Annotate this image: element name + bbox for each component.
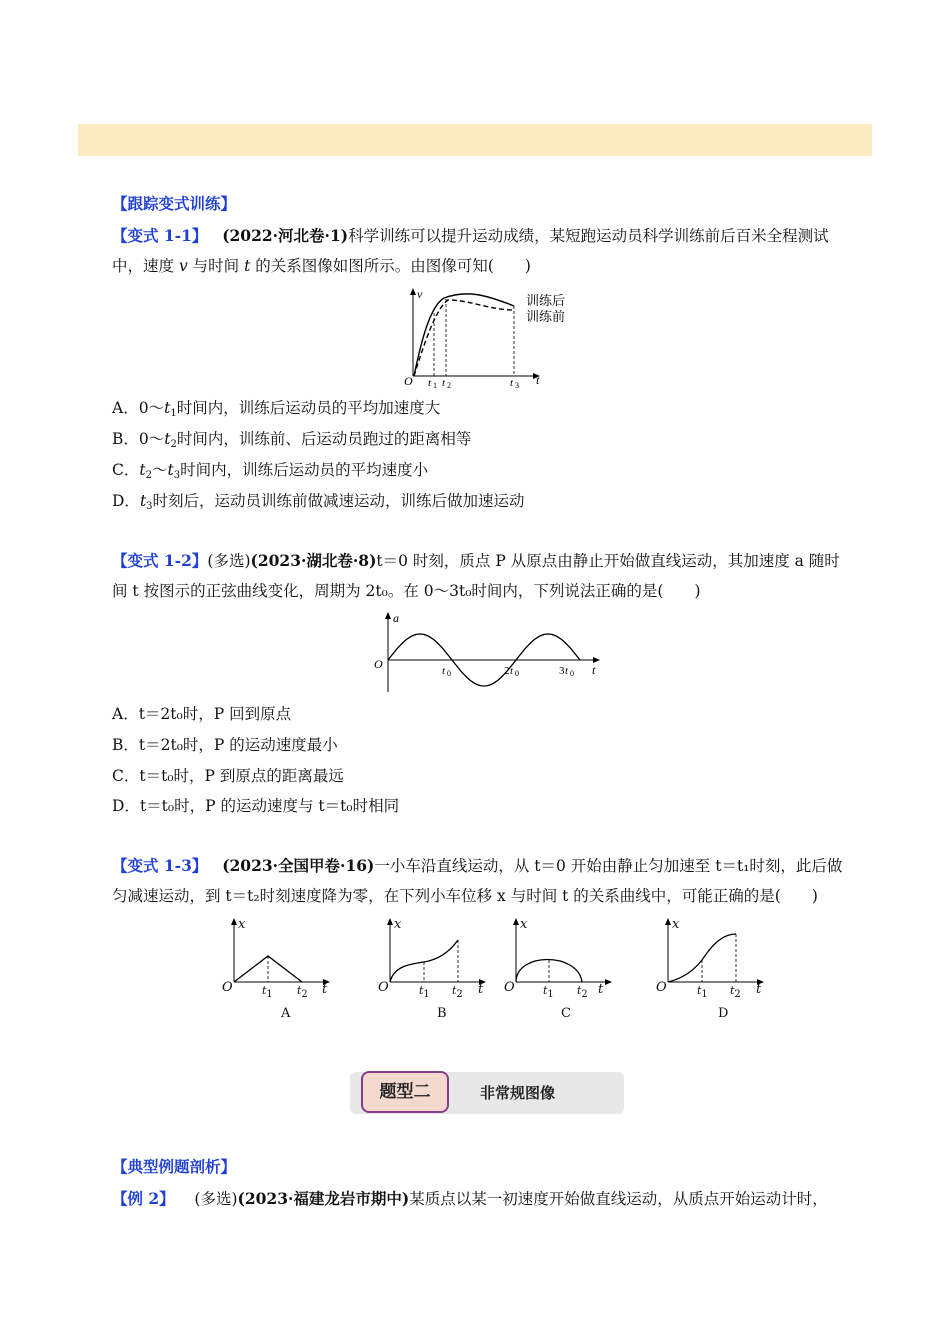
q3-c-t2 — [577, 984, 588, 1000]
q1-b-sub: 2 — [170, 439, 177, 450]
q1-fig-xlabel: t — [536, 373, 540, 387]
q1-option-d[interactable] — [112, 491, 525, 511]
q2-c-text: t＝t₀时，P 到原点的距离最远 — [139, 767, 344, 785]
type-section-name: 非常规图像 — [480, 1084, 556, 1102]
q3-a-t1-t: t — [262, 984, 267, 997]
q1-c-var2: t — [167, 461, 174, 479]
q3-a-origin: O — [222, 980, 233, 995]
q2-fig-t0-sub: 0 — [447, 669, 451, 678]
section-heading: 【跟踪变式训练】 — [112, 194, 237, 213]
q1-fig-t1: t — [428, 377, 432, 389]
q1-source: (2022·河北卷·1) — [222, 226, 349, 245]
q1-option-c[interactable] — [112, 460, 428, 480]
q3-b-t1-sub: 1 — [423, 989, 430, 1000]
q2-b-text: t＝2t₀时，P 的运动速度最小 — [138, 736, 338, 754]
q3-b-t1 — [419, 984, 430, 1000]
q2-c-letter: C． — [112, 767, 140, 785]
q1-a-letter: A． — [112, 399, 139, 417]
q3-a-xlabel: t — [322, 982, 328, 997]
q2-at-figure — [368, 608, 608, 696]
example-heading: 【典型例题剖析】 — [112, 1157, 237, 1176]
q1-vt-figure — [400, 284, 580, 390]
q1-fig-t2-sub: 2 — [447, 381, 451, 390]
q3-caption-d[interactable]: D — [718, 1006, 729, 1021]
q3-d-t1 — [697, 984, 708, 1000]
q3-c-t1 — [543, 984, 554, 1000]
q3-d-origin: O — [656, 980, 667, 995]
q1-c-sub2: 3 — [173, 470, 181, 481]
q1-fig-t2: t — [442, 377, 446, 389]
q3-d-t2 — [730, 984, 741, 1000]
q2-multi: (多选) — [207, 552, 251, 570]
q3-c-t2-t: t — [577, 984, 582, 997]
q3-b-curve — [390, 940, 458, 982]
q1-b-letter: B． — [112, 430, 139, 448]
q3-caption-c[interactable]: C — [561, 1006, 571, 1021]
q2-option-c[interactable] — [112, 766, 344, 786]
q3-a-t1-sub: 1 — [266, 989, 273, 1000]
q1-stem-b1: 中，速度 — [112, 257, 175, 275]
q1-stem-b2: 与时间 — [192, 257, 240, 275]
q3-b-origin: O — [378, 980, 389, 995]
q1-stem-a: 科学训练可以提升运动成绩，某短跑运动员科学训练前后百米全程测试 — [348, 227, 829, 245]
q2-fig-3t0-sub: 0 — [570, 669, 574, 678]
q1-fig-ylabel: v — [417, 287, 423, 301]
q1-legend-before: 训练前 — [526, 309, 566, 324]
ex2-multi: (多选) — [194, 1190, 238, 1208]
q1-d-letter: D． — [112, 492, 140, 510]
q2-a-letter: A． — [112, 705, 139, 723]
q2-stem-a: t＝0 时刻，质点 P 从原点由静止开始做直线运动，其加速度 a 随时 — [376, 552, 840, 570]
q3-caption-b[interactable]: B — [437, 1006, 447, 1021]
q3-stem-line2: 匀减速运动，到 t＝t₂时刻速度降为零，在下列小车位移 x 与时间 t 的关系曲线中，可能正确的是( ) — [112, 887, 818, 905]
q1-a-pre: 0～ — [138, 399, 165, 417]
q2-fig-2t0: t — [510, 665, 514, 677]
q1-a-sub: 1 — [170, 408, 177, 419]
q2-stem-line2: 间 t 按图示的正弦曲线变化，周期为 2t₀。在 0～3t₀时间内，下列说法正确的是( ) — [112, 582, 701, 600]
q3-d-curve — [668, 934, 736, 982]
q3-c-t2-sub: 2 — [581, 989, 588, 1000]
q2-source: (2023·湖北卷·8) — [250, 551, 377, 570]
q3-b-xlabel: t — [478, 982, 484, 997]
q3-d-xlabel: t — [756, 982, 762, 997]
q1-stem-b3: 的关系图像如图所示。由图像可知( ) — [255, 257, 531, 275]
ex2-source: (2023·福建龙岩市期中) — [237, 1189, 410, 1208]
q3-b-t2-sub: 2 — [456, 989, 463, 1000]
ex2-stem — [112, 1189, 828, 1209]
q3-a-t1 — [262, 984, 273, 1000]
q3-d-t1-t: t — [697, 984, 702, 997]
q1-a-text: 时间内，训练后运动员的平均加速度大 — [176, 399, 441, 417]
q2-fig-ylabel: a — [393, 611, 399, 625]
q1-tag: 【变式 1-1】 — [112, 226, 208, 245]
q3-c-t1-t: t — [543, 984, 548, 997]
q3-b-t1-t: t — [419, 984, 424, 997]
q1-stem-line2 — [112, 256, 531, 276]
q3-stem-a: 一小车沿直线运动，从 t＝0 开始由静止匀加速至 t＝t₁时刻，此后做 — [374, 857, 843, 875]
q3-source: (2023·全国甲卷·16) — [222, 856, 375, 875]
q2-option-a[interactable] — [112, 704, 291, 724]
q3-c-ylabel: x — [520, 917, 528, 932]
q1-d-sub: 3 — [146, 501, 153, 512]
q2-fig-t0: t — [442, 665, 446, 677]
q1-curve-after — [414, 294, 514, 376]
q3-b-t2-t: t — [452, 984, 457, 997]
q2-b-letter: B． — [112, 736, 139, 754]
q1-var-v: v — [178, 257, 188, 275]
q3-a-ylabel: x — [238, 917, 246, 932]
q2-fig-origin: O — [374, 657, 383, 671]
q1-d-var: t — [139, 492, 147, 510]
q3-c-t1-sub: 1 — [547, 989, 554, 1000]
q1-var-t: t — [244, 257, 251, 275]
q3-a-t2-t: t — [297, 984, 302, 997]
q1-c-var1: t — [139, 461, 146, 479]
q2-d-letter: D． — [112, 797, 140, 815]
q2-fig-xlabel: t — [592, 663, 596, 677]
ex2-tag: 【例 2】 — [112, 1189, 175, 1208]
q1-fig-t3: t — [510, 377, 514, 389]
q3-d-t1-sub: 1 — [701, 989, 708, 1000]
q1-fig-t3-sub: 3 — [515, 381, 519, 390]
q1-stem-line1 — [112, 226, 829, 246]
q1-option-b[interactable] — [112, 429, 471, 449]
q1-fig-origin: O — [404, 374, 413, 388]
q1-b-pre: 0～ — [138, 430, 165, 448]
q3-c-origin: O — [504, 980, 515, 995]
q2-fig-two: 2 — [504, 665, 510, 677]
ex2-stem-text: 某质点以某一初速度开始做直线运动，从质点开始运动计时， — [409, 1190, 828, 1208]
q3-a-t2 — [297, 984, 308, 1000]
q1-legend-after: 训练后 — [526, 293, 566, 308]
q3-a-t2-sub: 2 — [301, 989, 308, 1000]
q2-fig-2t0-sub: 0 — [515, 669, 519, 678]
q1-d-text: 时刻后，运动员训练前做减速运动，训练后做加速运动 — [152, 492, 525, 510]
q2-option-d[interactable] — [112, 796, 399, 816]
q3-d-t2-sub: 2 — [734, 989, 741, 1000]
q1-b-var: t — [164, 430, 171, 448]
q3-tag: 【变式 1-3】 — [112, 856, 208, 875]
q2-a-text: t＝2t₀时，P 回到原点 — [138, 705, 292, 723]
q2-fig-3t0: t — [565, 665, 569, 677]
q2-option-b[interactable] — [112, 735, 338, 755]
q3-b-ylabel: x — [394, 917, 402, 932]
q2-fig-three: 3 — [559, 665, 565, 677]
q1-option-a[interactable] — [112, 398, 440, 418]
q1-c-sub1: 2 — [145, 470, 152, 481]
q3-caption-a[interactable]: A — [281, 1006, 291, 1021]
q2-stem-line1 — [112, 551, 840, 571]
q1-c-text: 时间内，训练后运动员的平均速度小 — [180, 461, 429, 479]
q1-fig-t1-sub: 1 — [433, 381, 437, 390]
type-section-tag: 题型二 — [361, 1071, 449, 1113]
q1-c-mid: ～ — [151, 461, 168, 479]
q2-d-text: t＝t₀时，P 的运动速度与 t＝t₀时相同 — [139, 797, 400, 815]
q3-b-t2 — [452, 984, 463, 1000]
q1-a-var: t — [164, 399, 171, 417]
q1-b-text: 时间内，训练前、后运动员跑过的距离相等 — [176, 430, 472, 448]
header-band — [78, 124, 872, 156]
q3-c-xlabel: t — [598, 982, 604, 997]
q2-tag: 【变式 1-2】 — [112, 551, 208, 570]
q3-d-t2-t: t — [730, 984, 735, 997]
q1-curve-before — [414, 300, 514, 376]
q3-d-ylabel: x — [672, 917, 680, 932]
q1-c-letter: C． — [112, 461, 140, 479]
q3-stem-line1 — [112, 856, 842, 876]
